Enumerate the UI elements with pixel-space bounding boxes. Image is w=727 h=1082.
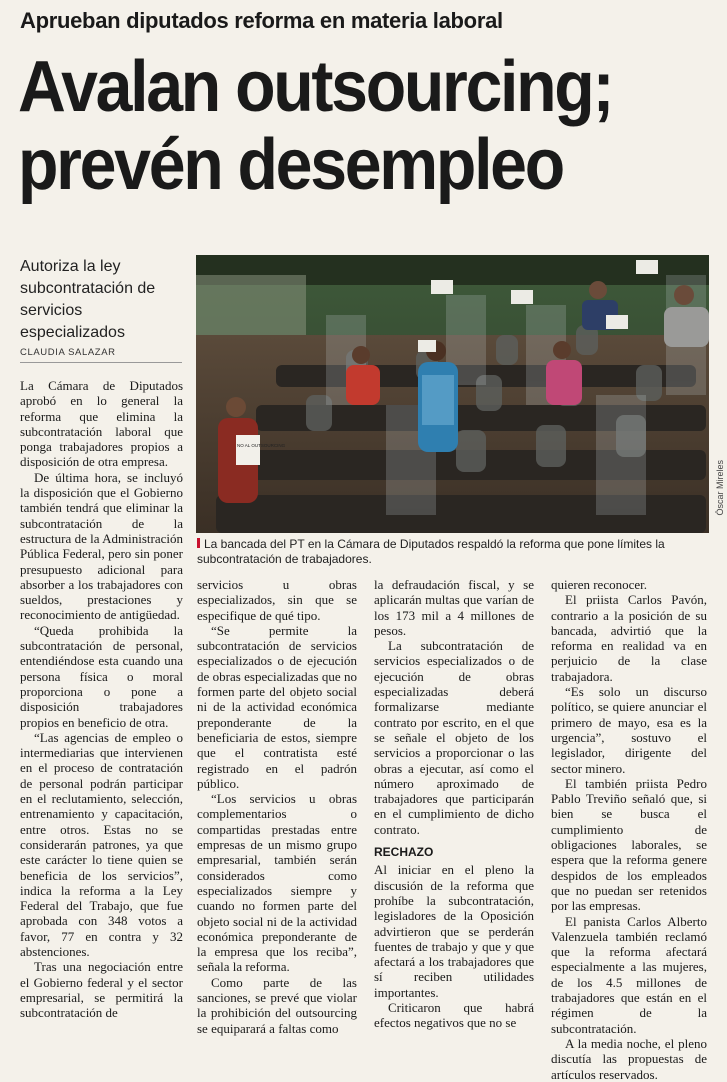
paragraph: Al iniciar en el pleno la discusión de la reforma que prohíbe la subcontratación, legisladores de la Oposición advirtieron que se perderán fuentes de trabajo y que y que afectará a los trabajadores que sí reciben utilidades importantes.: [374, 862, 534, 1000]
paragraph: Criticaron que habrá efectos negativos que no se: [374, 1000, 534, 1031]
paragraph: “Las agencias de empleo o intermediarias que intervienen en el proceso de contratación de personal podrán participar en el reclutamiento, selección, entrenamiento y capacitación, entre otros. Estas no se considerarán patrones, ya que este carácter lo tiene quien se beneficia de los servicios”, indica la reforma a la Ley Federal del Trabajo, que fue aprobada con 348 votos a favor, 77 en contra y 32 abstenciones.: [20, 729, 183, 959]
paragraph: A la media noche, el pleno discutía las propuestas de artículos reservados.: [551, 1035, 707, 1082]
photo-caption: [197, 537, 697, 567]
paragraph: “Queda prohibida la subcontratación de personal, entendiéndose esta cuando una persona física o moral proporciona o pone a disposición trabajadores propios en beneficio de otra.: [20, 622, 183, 730]
article-column-4: [551, 577, 707, 1082]
photo-credit: Óscar Mireles: [715, 460, 725, 516]
paragraph: El también priista Pedro Pablo Treviño señaló que, si bien se busca el cumplimiento de obligaciones laborales, se espera que la reforma genere despidos de los empleados que no puedan ser retenidos por las empresas.: [551, 775, 707, 914]
paragraph: “Es solo un discurso político, se quiere anunciar el primero de mayo, esa es la urgencia”, sostuvo el legislador, dirigente del sector minero.: [551, 684, 707, 776]
article-column-2: [197, 577, 357, 1036]
subheadline: Autoriza la ley subcontratación de servicios especializados: [20, 258, 156, 341]
headline: [18, 48, 662, 204]
kicker: Aprueban diputados reforma en materia laboral: [20, 8, 503, 33]
news-photo: [196, 255, 709, 533]
headline-line-1: Avalan outsourcing;: [18, 47, 613, 127]
paragraph: la defraudación fiscal, y se aplicarán multas que varían de los 173 mil a 4 millones de pesos.: [374, 577, 534, 638]
paragraph: El priista Carlos Pavón, contrario a la posición de su bancada, advirtió que la reforma en realidad va en perjuicio de la clase trabajadora.: [551, 592, 707, 684]
paragraph: La Cámara de Diputados aprobó en lo general la reforma que elimina la subcontratación laboral que ponga trabajadores propios a disposición de otra empresa.: [20, 378, 183, 470]
paragraph: quieren reconocer.: [551, 577, 648, 592]
chamber-illustration: [196, 255, 709, 533]
headline-line-2: prevén desempleo: [18, 125, 563, 205]
paragraph: De última hora, se incluyó la disposición que el Gobierno también tendrá que eliminar la subcontratación de la estructura de la Administración Pública Federal, pero sin poner presupuesto adicional para absorber a los trabajadores con sueldos, prestaciones y reconocimiento de antigüedad.: [20, 469, 183, 623]
byline: CLAUDIA SALAZAR: [20, 347, 116, 358]
paragraph: La subcontratación de servicios especializados o de ejecución de obras especializadas deberá formalizarse mediante contrato por escrito, en el que se señale el objeto de los servicios a proporcionar o las obras a ejecutar, así como el número aproximado de trabajadores que participarán en el cumplimiento de dicho contrato.: [374, 638, 534, 837]
paragraph: “Los servicios u obras complementarios o compartidas prestadas entre empresas de un mismo grupo empresarial, también serán considerados como especializados siempre y cuando no formen parte del objeto social ni de la actividad económica preponderante de la empresa que los reciba”, señala la reforma.: [197, 791, 357, 975]
paragraph: Tras una negociación entre el Gobierno federal y el sector empresarial, se permitirá la subcontratación de: [20, 959, 183, 1021]
paragraph: Como parte de las sanciones, se prevé que violar la prohibición del outsourcing se equiparará a faltas como: [197, 974, 357, 1036]
article-column-3: [374, 577, 534, 1031]
section-heading: RECHAZO: [374, 845, 434, 860]
paragraph: servicios u obras especializados, sin que se especifique de qué tipo.: [197, 577, 357, 623]
article-column-1: [20, 378, 183, 1020]
paragraph: “Se permite la subcontratación de servicios especializados o de ejecución de obras especializadas que no formen parte del objeto social ni de la actividad económica preponderante de la beneficiaria de estos, siempre que el contratista esté registrado en el padrón público.: [197, 622, 357, 791]
byline-divider: [20, 362, 182, 363]
caption-text: La bancada del PT en la Cámara de Diputados respaldó la reforma que pone límites la subcontratación de trabajadores.: [197, 537, 665, 566]
paragraph: El panista Carlos Alberto Valenzuela también reclamó que la reforma afectará especialmente a las mujeres, de los 4.5 millones de trabajadores que están en el régimen de la subcontratación.: [551, 913, 707, 1036]
caption-marker: [197, 538, 200, 548]
svg-text:NO AL OUTSOURCING: NO AL OUTSOURCING: [237, 443, 286, 448]
